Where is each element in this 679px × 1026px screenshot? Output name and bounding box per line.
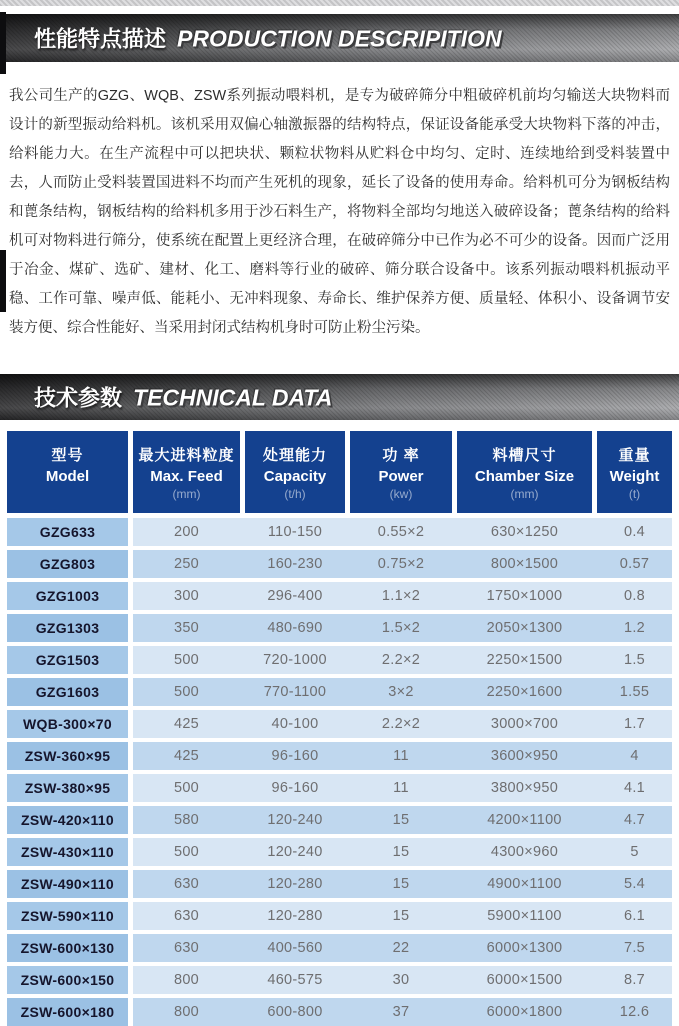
data-cell: 11 — [393, 780, 409, 796]
column-header-unit: (mm) — [510, 486, 539, 501]
table-body — [7, 518, 672, 1026]
data-cell: 0.75×2 — [377, 556, 425, 572]
section-banner-features — [0, 14, 679, 62]
data-cell: 22 — [392, 940, 410, 956]
left-accent-bar — [0, 250, 6, 312]
row-values — [133, 710, 672, 738]
column-header — [350, 431, 452, 513]
column-header-zh: 处理能力 — [262, 446, 327, 464]
row-values — [133, 742, 672, 770]
data-cell: 500 — [173, 780, 200, 796]
data-cell: 37 — [392, 1004, 410, 1020]
data-cell: 3×2 — [388, 684, 414, 700]
data-cell: 1.5×2 — [381, 620, 421, 636]
model-cell: ZSW-600×150 — [7, 966, 128, 994]
data-cell: 630 — [173, 876, 200, 892]
data-cell: 425 — [173, 716, 200, 732]
row-values — [133, 518, 672, 546]
data-cell: 0.55×2 — [377, 524, 425, 540]
table-row — [7, 614, 672, 642]
data-cell: 500 — [173, 652, 200, 668]
data-cell: 2250×1600 — [486, 684, 563, 700]
row-values — [133, 678, 672, 706]
data-cell: 2250×1500 — [486, 652, 563, 668]
data-cell: 770-1100 — [263, 684, 327, 700]
data-cell: 1.55 — [619, 684, 650, 700]
banner-technical-title-en: TECHNICAL DATA — [133, 384, 333, 411]
model-cell: ZSW-590×110 — [7, 902, 128, 930]
data-cell: 2.2×2 — [381, 652, 421, 668]
data-cell: 720-1000 — [263, 652, 327, 668]
column-header-en: Power — [378, 467, 424, 485]
column-header-zh: 功 率 — [382, 446, 420, 464]
data-cell: 460-575 — [267, 972, 323, 988]
row-values — [133, 774, 672, 802]
data-cell: 3600×950 — [490, 748, 559, 764]
table-row — [7, 838, 672, 866]
data-cell: 250 — [173, 556, 200, 572]
table-row — [7, 806, 672, 834]
table-row — [7, 998, 672, 1026]
model-cell: GZG633 — [7, 518, 128, 546]
data-cell: 4.1 — [623, 780, 646, 796]
data-cell: 15 — [392, 812, 410, 828]
row-values — [133, 966, 672, 994]
data-cell: 350 — [173, 620, 200, 636]
data-cell: 15 — [392, 844, 410, 860]
data-cell: 160-230 — [267, 556, 323, 572]
data-cell: 7.5 — [623, 940, 646, 956]
data-cell: 480-690 — [267, 620, 323, 636]
data-cell: 6000×1500 — [486, 972, 563, 988]
table-row — [7, 582, 672, 610]
data-cell: 40-100 — [271, 716, 319, 732]
column-header — [7, 431, 128, 513]
table-row — [7, 742, 672, 770]
model-cell: GZG803 — [7, 550, 128, 578]
left-accent-bar — [0, 12, 6, 74]
data-cell: 600-800 — [267, 1004, 323, 1020]
data-cell: 6000×1800 — [486, 1004, 563, 1020]
data-cell: 6.1 — [623, 908, 646, 924]
top-texture-strip — [0, 0, 679, 6]
column-header — [133, 431, 240, 513]
data-cell: 120-240 — [267, 812, 323, 828]
model-cell: ZSW-600×180 — [7, 998, 128, 1026]
data-cell: 0.4 — [623, 524, 646, 540]
data-cell: 15 — [392, 876, 410, 892]
row-values — [133, 582, 672, 610]
column-header — [597, 431, 672, 513]
data-cell: 800×1500 — [490, 556, 559, 572]
data-cell: 4200×1100 — [487, 812, 562, 828]
section-banner-technical — [0, 374, 679, 420]
data-cell: 1750×1000 — [486, 588, 563, 604]
data-cell: 8.7 — [623, 972, 646, 988]
data-cell: 120-280 — [267, 876, 323, 892]
model-cell: ZSW-360×95 — [7, 742, 128, 770]
data-cell: 2.2×2 — [381, 716, 421, 732]
model-cell: ZSW-380×95 — [7, 774, 128, 802]
row-values — [133, 614, 672, 642]
data-cell: 3800×950 — [490, 780, 559, 796]
row-values — [133, 998, 672, 1026]
table-row — [7, 646, 672, 674]
model-cell: GZG1003 — [7, 582, 128, 610]
data-cell: 1.2 — [623, 620, 646, 636]
column-header-unit: (kw) — [389, 486, 413, 501]
column-header-zh: 型号 — [51, 446, 84, 464]
data-cell: 15 — [392, 908, 410, 924]
table-row — [7, 966, 672, 994]
data-cell: 120-280 — [267, 908, 323, 924]
data-cell: 500 — [173, 844, 200, 860]
model-cell: GZG1303 — [7, 614, 128, 642]
data-cell: 500 — [173, 684, 200, 700]
data-cell: 4.7 — [623, 812, 646, 828]
model-cell: WQB-300×70 — [7, 710, 128, 738]
column-header-zh: 重量 — [618, 446, 651, 464]
row-values — [133, 902, 672, 930]
table-row — [7, 774, 672, 802]
model-cell: GZG1603 — [7, 678, 128, 706]
table-row — [7, 518, 672, 546]
data-cell: 2050×1300 — [486, 620, 563, 636]
column-header-en: Chamber Size — [474, 467, 575, 485]
data-cell: 120-240 — [267, 844, 323, 860]
data-cell: 630×1250 — [490, 524, 559, 540]
table-row — [7, 870, 672, 898]
row-values — [133, 646, 672, 674]
data-cell: 0.8 — [623, 588, 646, 604]
model-cell: GZG1503 — [7, 646, 128, 674]
banner-features-text — [34, 23, 502, 54]
row-values — [133, 934, 672, 962]
data-cell: 110-150 — [267, 524, 323, 540]
table-row — [7, 550, 672, 578]
table-row — [7, 678, 672, 706]
column-header-zh: 最大进料粒度 — [138, 446, 235, 464]
data-cell: 425 — [173, 748, 200, 764]
data-cell: 300 — [173, 588, 200, 604]
row-values — [133, 870, 672, 898]
data-cell: 400-560 — [267, 940, 323, 956]
data-cell: 96-160 — [271, 748, 319, 764]
row-values — [133, 806, 672, 834]
banner-technical-title-zh: 技术参数 — [34, 385, 123, 411]
data-cell: 6000×1300 — [486, 940, 563, 956]
column-header-en: Weight — [609, 467, 660, 485]
banner-features-title-zh: 性能特点描述 — [34, 26, 167, 52]
table-row — [7, 902, 672, 930]
model-cell: ZSW-600×130 — [7, 934, 128, 962]
column-header-zh: 料槽尺寸 — [492, 446, 557, 464]
data-cell: 4 — [630, 748, 639, 764]
technical-data-table — [7, 431, 672, 1026]
data-cell: 4300×960 — [490, 844, 559, 860]
data-cell: 4900×1100 — [487, 876, 562, 892]
data-cell: 0.57 — [619, 556, 650, 572]
data-cell: 5.4 — [623, 876, 646, 892]
table-row — [7, 934, 672, 962]
data-cell: 96-160 — [271, 780, 319, 796]
data-cell: 630 — [173, 940, 200, 956]
data-cell: 630 — [173, 908, 200, 924]
data-cell: 1.7 — [623, 716, 646, 732]
data-cell: 296-400 — [267, 588, 323, 604]
data-cell: 800 — [173, 1004, 200, 1020]
model-cell: ZSW-430×110 — [7, 838, 128, 866]
row-values — [133, 550, 672, 578]
row-values — [133, 838, 672, 866]
column-header-unit: (t) — [628, 486, 641, 501]
data-cell: 580 — [173, 812, 200, 828]
data-cell: 800 — [173, 972, 200, 988]
data-cell: 200 — [173, 524, 200, 540]
data-cell: 1.5 — [623, 652, 646, 668]
data-cell: 11 — [393, 748, 409, 764]
data-cell: 1.1×2 — [381, 588, 421, 604]
data-cell: 5900×1100 — [487, 908, 562, 924]
data-cell: 30 — [392, 972, 410, 988]
model-cell: ZSW-420×110 — [7, 806, 128, 834]
column-header-en: Capacity — [263, 467, 327, 485]
column-header-en: Max. Feed — [150, 467, 223, 485]
banner-technical-text — [34, 382, 332, 413]
column-header — [457, 431, 592, 513]
product-description-text: 我公司生产的GZG、WQB、ZSW系列振动喂料机，是专为破碎筛分中粗破碎机前均匀输送大块物料而设计的新型振动给料机。该机采用双偏心轴激振器的结构特点，保证设备能承受大块物料下落的冲击，给料能力大。在生产流程中可以把块状、颗粒状物料从贮料仓中均匀、定时、连续地给到受料装置中去，人而防止受料装置国进料不均而产生死机的现象，延长了设备的使用寿命。给料机可分为钢板结构和蓖条结构，钢板结构的给料机多用于沙石料生产，将物料全部均匀地送入破碎设备；蓖条结构的给料机可对物料进行筛分，使系统在配置上更经济合理，在破碎筛分中已作为必不可少的设备。因而广泛用于冶金、煤矿、选矿、建材、化工、磨料等行业的破碎、筛分联合设备中。该系列振动喂料机振动平稳、工作可靠、噪声低、能耗小、无冲料现象、寿命长、维护保养方便、质量轻、体积小、设备调节安装方便、综合性能好、当采用封闭式结构机身时可防止粉尘污染。 — [9, 88, 670, 336]
model-cell: ZSW-490×110 — [7, 870, 128, 898]
data-cell: 12.6 — [619, 1004, 650, 1020]
table-header — [7, 431, 672, 513]
column-header-en: Model — [45, 467, 90, 485]
column-header — [245, 431, 345, 513]
column-header-unit: (t/h) — [284, 486, 306, 501]
table-row — [7, 710, 672, 738]
column-header-unit: (mm) — [172, 486, 201, 501]
banner-features-title-en: PRODUCTION DESCRIPITION — [177, 25, 502, 52]
data-cell: 3000×700 — [490, 716, 559, 732]
data-cell: 5 — [630, 844, 639, 860]
